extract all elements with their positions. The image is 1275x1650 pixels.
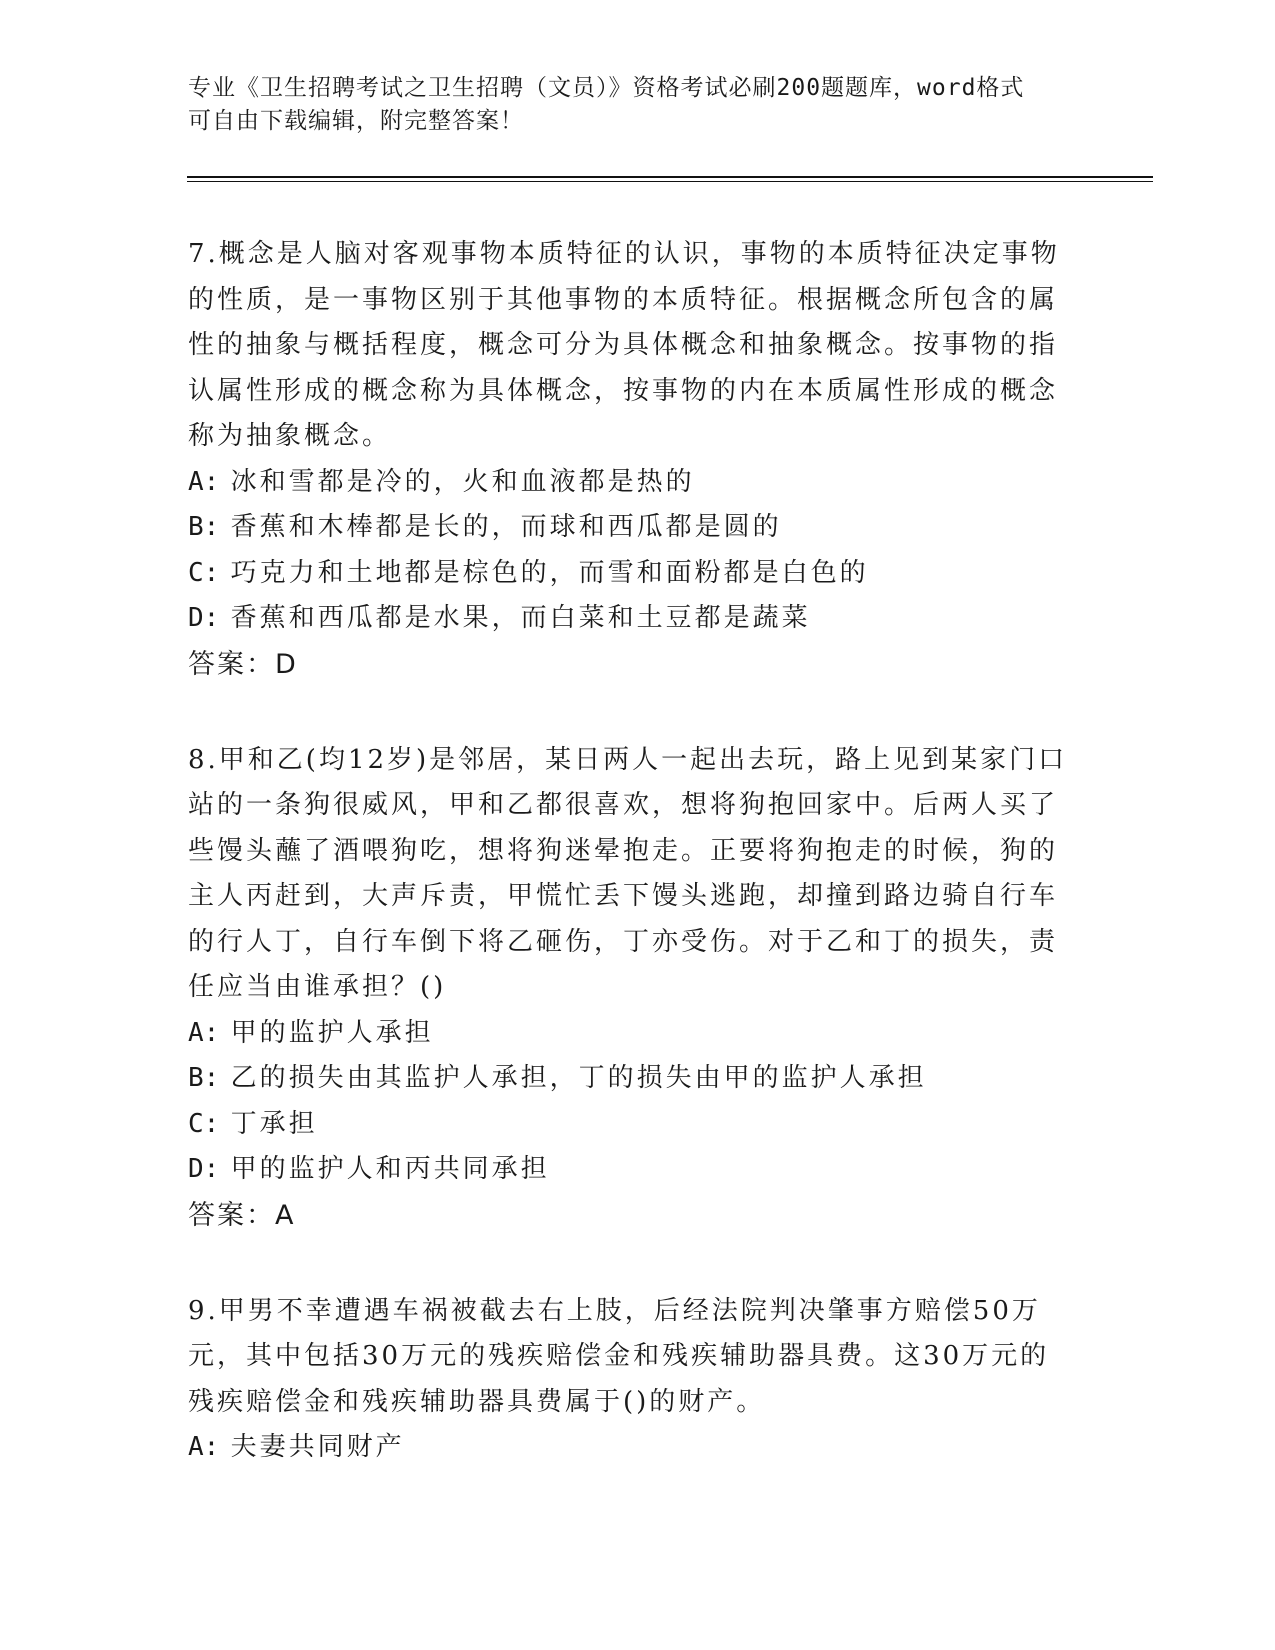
option-text: 巧克力和土地都是棕色的，而雪和面粉都是白色的 bbox=[230, 557, 869, 588]
header-rule-thin bbox=[187, 181, 1153, 182]
option-letter: C: bbox=[188, 557, 220, 588]
option-letter: A: bbox=[188, 466, 220, 497]
option-text: 香蕉和西瓜都是水果，而白菜和土豆都是蔬菜 bbox=[230, 603, 811, 633]
option-letter: D: bbox=[188, 1154, 220, 1184]
option-c bbox=[188, 551, 1068, 597]
option-letter: A: bbox=[188, 1017, 220, 1048]
option-c bbox=[188, 1102, 1068, 1148]
option-b bbox=[188, 505, 1068, 551]
option-text: 甲的监护人承担 bbox=[230, 1017, 434, 1048]
question-7 bbox=[188, 232, 1068, 688]
option-a bbox=[188, 1011, 1068, 1057]
option-a bbox=[188, 1425, 1068, 1471]
option-d bbox=[188, 1147, 1068, 1193]
option-text: 甲的监护人和丙共同承担 bbox=[230, 1154, 550, 1184]
question-list bbox=[188, 232, 1068, 1521]
option-d bbox=[188, 596, 1068, 642]
option-letter: A: bbox=[188, 1432, 220, 1462]
option-letter: D: bbox=[188, 603, 220, 633]
option-letter: C: bbox=[188, 1108, 220, 1139]
option-b bbox=[188, 1056, 1068, 1102]
option-text: 乙的损失由其监护人承担，丁的损失由甲的监护人承担 bbox=[230, 1063, 927, 1093]
question-stem: 8.甲和乙(均12岁)是邻居，某日两人一起出去玩，路上见到某家门口站的一条狗很威风，甲和乙都很喜欢，想将狗抱回家中。后两人买了些馒头蘸了酒喂狗吃，想将狗迷晕抱走。正要将狗抱走的时候，狗的主人丙赶到，大声斥责，甲慌忙丢下馒头逃跑，却撞到路边骑自行车的行人丁，自行车倒下将乙砸伤，丁亦受伤。对于乙和丁的损失，责任应当由谁承担？() bbox=[188, 744, 1068, 1002]
answer-line: 答案：A bbox=[188, 1199, 296, 1231]
option-text: 冰和雪都是冷的，火和血液都是热的 bbox=[230, 466, 695, 497]
question-9 bbox=[188, 1289, 1068, 1471]
question-stem: 9.甲男不幸遭遇车祸被截去右上肢，后经法院判决肇事方赔偿50万元，其中包括30万元的残疾赔偿金和残疾辅助器具费。这30万元的残疾赔偿金和残疾辅助器具费属于()的财产。 bbox=[188, 1295, 1050, 1417]
question-stem: 7.概念是人脑对客观事物本质特征的认识，事物的本质特征决定事物的性质，是一事物区别于其他事物的本质特征。根据概念所包含的属性的抽象与概括程度，概念可分为具体概念和抽象概念。按事物的指认属性形成的概念称为具体概念，按事物的内在本质属性形成的概念称为抽象概念。 bbox=[188, 239, 1060, 451]
option-a bbox=[188, 460, 1068, 506]
option-text: 香蕉和木棒都是长的，而球和西瓜都是圆的 bbox=[230, 512, 782, 542]
header-line-1: 专业《卫生招聘考试之卫生招聘（文员）》资格考试必刷200题题库，word格式 bbox=[188, 75, 1025, 101]
option-text: 夫妻共同财产 bbox=[230, 1432, 405, 1462]
option-letter: B: bbox=[188, 512, 220, 542]
option-text: 丁承担 bbox=[230, 1108, 318, 1139]
question-8 bbox=[188, 738, 1068, 1239]
header-line-2: 可自由下载编辑，附完整答案！ bbox=[188, 108, 524, 134]
document-header bbox=[188, 72, 1068, 138]
option-letter: B: bbox=[188, 1063, 220, 1093]
header-rule-thick bbox=[187, 176, 1153, 178]
answer-line: 答案：D bbox=[188, 648, 298, 680]
